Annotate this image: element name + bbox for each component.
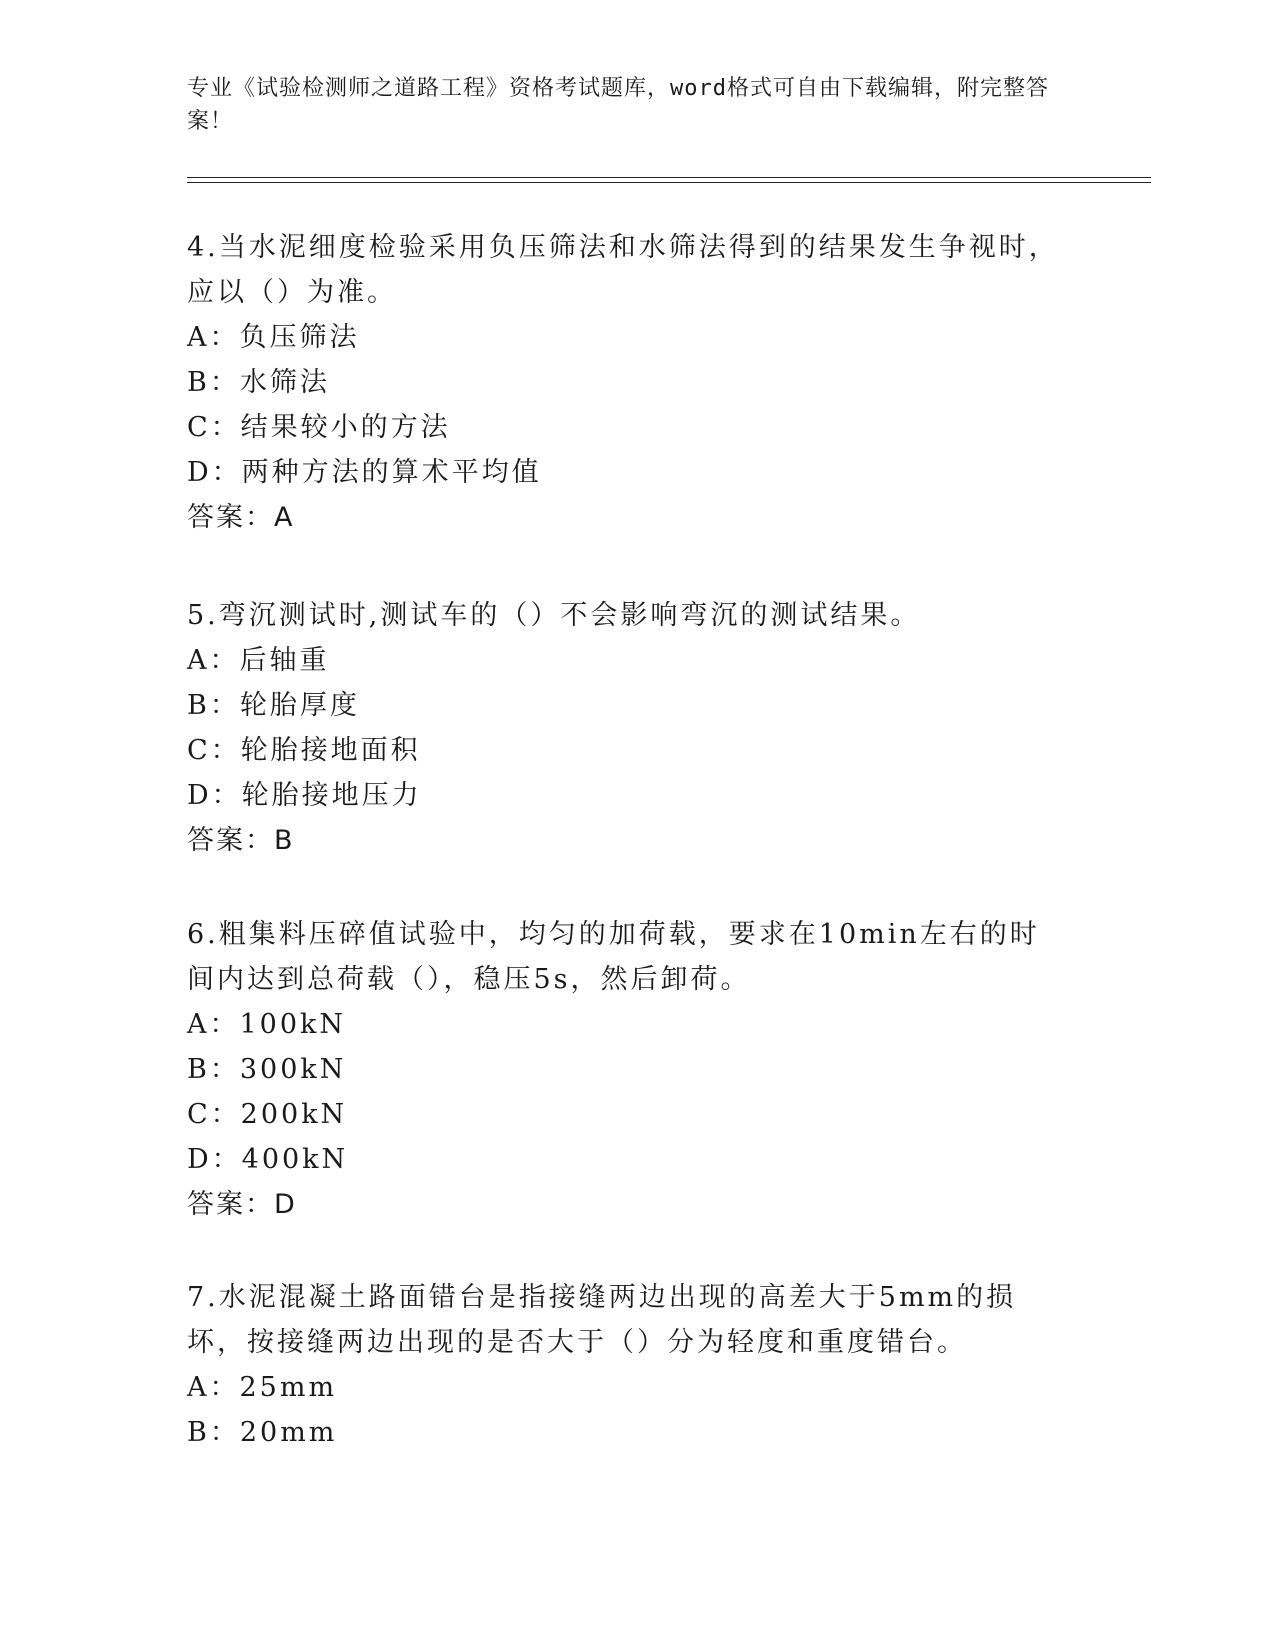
question-stem: 6.粗集料压碎值试验中，均匀的加荷载，要求在10min左右的时间内达到总荷载（），稳压5s，然后卸荷。 [187, 919, 1040, 995]
answer-line: 答案：B [187, 825, 295, 856]
answer-line: 答案：A [187, 502, 295, 533]
question-item [187, 912, 1067, 1227]
option-c: C：结果较小的方法 [187, 412, 451, 443]
option-d: D：轮胎接地压力 [187, 780, 422, 811]
header-rule-bottom [187, 182, 1151, 183]
question-stem: 4.当水泥细度检验采用负压筛法和水筛法得到的结果发生争视时，应以（）为准。 [187, 232, 1059, 308]
option-a: A：负压筛法 [187, 322, 360, 353]
option-c: C：轮胎接地面积 [187, 735, 421, 766]
option-b: B：300kN [187, 1054, 347, 1085]
answer-line: 答案：D [187, 1189, 297, 1220]
question-stem: 7.水泥混凝土路面错台是指接缝两边出现的高差大于5mm的损坏，按接缝两边出现的是否大于（）分为轻度和重度错台。 [187, 1282, 1017, 1358]
question-item [187, 593, 1067, 863]
option-c: C：200kN [187, 1099, 348, 1130]
option-b: B：水筛法 [187, 367, 330, 398]
question-stem: 5.弯沉测试时,测试车的（）不会影响弯沉的测试结果。 [187, 600, 921, 631]
option-d: D：两种方法的算术平均值 [187, 457, 542, 488]
option-b: B：20mm [187, 1417, 338, 1448]
option-a: A：后轴重 [187, 645, 330, 676]
header-rule-top [187, 177, 1151, 178]
option-a: A：100kN [187, 1009, 347, 1040]
option-d: D：400kN [187, 1144, 349, 1175]
question-item [187, 225, 1067, 540]
option-a: A：25mm [187, 1372, 338, 1403]
header-double-rule [187, 177, 1151, 183]
document-header: 专业《试验检测师之道路工程》资格考试题库，word格式可自由下载编辑，附完整答案！ [187, 76, 1049, 134]
option-b: B：轮胎厚度 [187, 690, 360, 721]
question-item [187, 1275, 1067, 1455]
